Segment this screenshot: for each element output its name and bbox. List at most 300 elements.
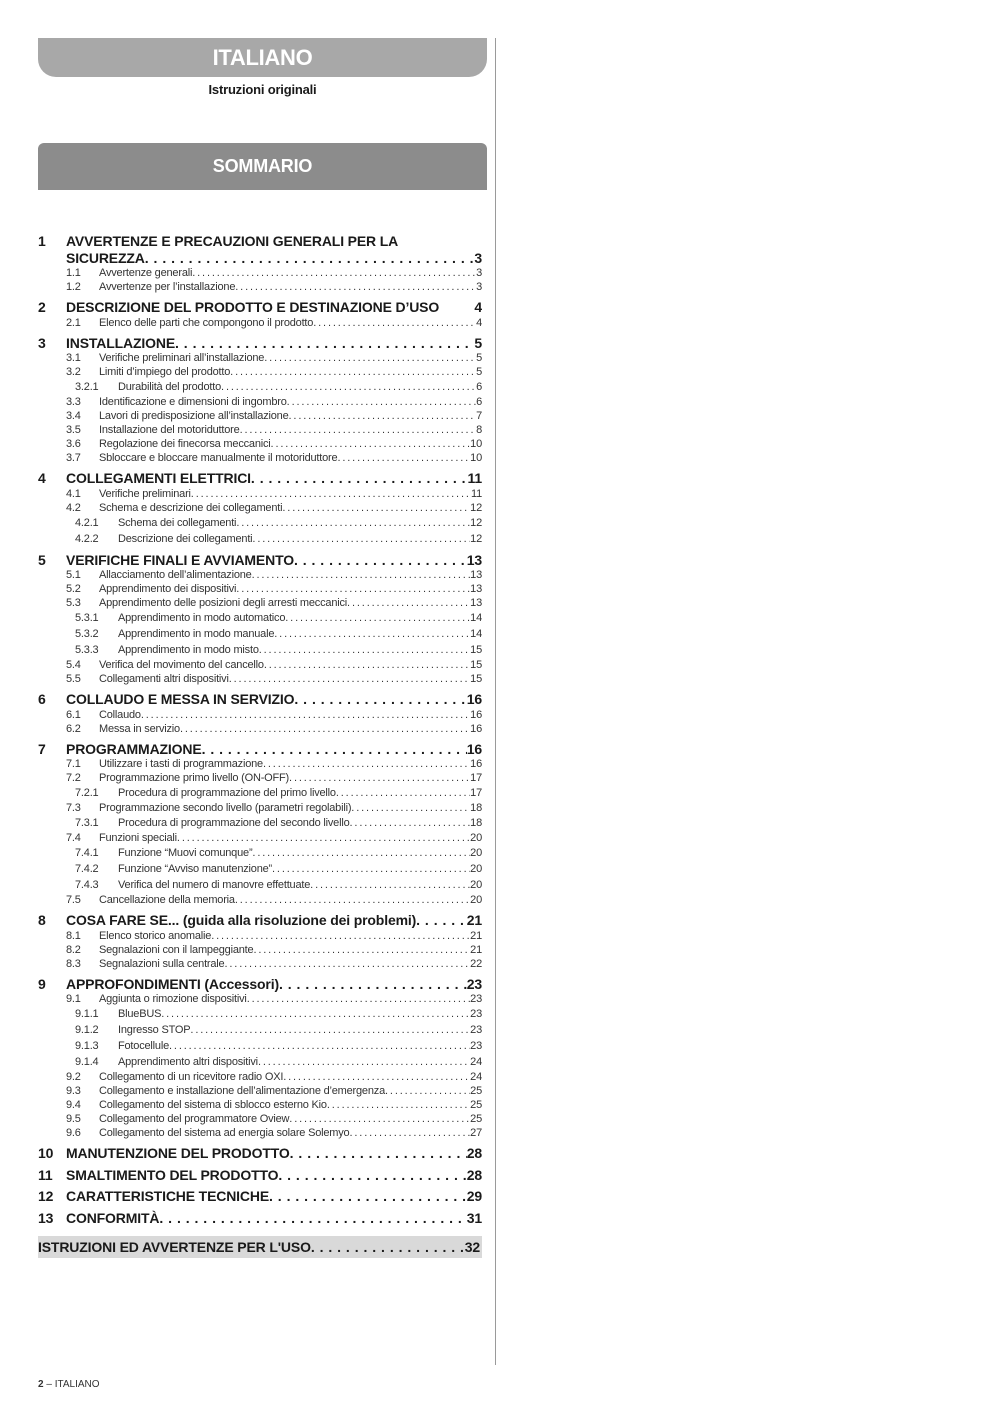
toc-section: [38, 741, 482, 908]
toc-subitem-number: 9.1: [66, 993, 81, 1005]
toc-subitem-body: [99, 1126, 482, 1140]
toc-usage-row[interactable]: [38, 1236, 482, 1258]
toc-subitem-body: [99, 423, 482, 437]
toc-entry-title: Verifica del numero di manovre effettuate: [118, 879, 311, 891]
toc-section-body: [66, 1210, 482, 1227]
toc-entry-title: Limiti d’impiego del prodotto: [99, 366, 231, 378]
toc-subitem[interactable]: [66, 929, 482, 943]
toc-entry-line: [118, 531, 482, 547]
toc-leader: [311, 1239, 465, 1255]
toc-subitem-body: [118, 610, 482, 626]
toc-subitem-number: 7.4: [66, 832, 81, 844]
toc-entry-line: [99, 658, 482, 672]
toc-section-body: [66, 741, 482, 758]
toc-leader: [289, 409, 477, 423]
toc-entry-line: [66, 335, 482, 352]
toc-subitem-number: 5.2: [66, 583, 81, 595]
toc-entry-line: [99, 722, 482, 736]
toc-entry-line: [99, 280, 482, 294]
toc-subitem-body: [118, 1022, 482, 1038]
toc-subitem[interactable]: [66, 1084, 482, 1098]
toc-leader: [177, 831, 470, 845]
toc-entry-page: 17: [470, 772, 482, 784]
toc-entry-page: 13: [470, 597, 482, 609]
toc-leader: [252, 568, 471, 582]
toc-subitem[interactable]: [66, 316, 482, 330]
toc-section-number: 3: [38, 334, 46, 351]
toc-subitem[interactable]: [66, 757, 482, 771]
toc-entry-page: 6: [476, 396, 482, 408]
toc-subitem[interactable]: [75, 785, 482, 801]
toc-subitem-number: 9.1.1: [75, 1008, 99, 1020]
toc-entry-line: [99, 1126, 482, 1140]
toc-section-body: [66, 1167, 482, 1184]
toc-subitem-body: [99, 801, 482, 815]
toc-subitem-body: [99, 409, 482, 423]
toc-subitem-number: 9.5: [66, 1113, 81, 1125]
toc-leader: [235, 280, 476, 294]
toc-entry-page: 20: [470, 847, 482, 859]
toc-section: [38, 552, 482, 687]
toc-entry-page: 24: [470, 1071, 482, 1083]
toc-subitem-body: [99, 351, 482, 365]
toc-entry-title: Cancellazione della memoria: [99, 894, 235, 906]
toc-subitem-number: 6.2: [66, 722, 81, 735]
toc-entry-line: [99, 487, 482, 501]
toc-leader: [349, 1126, 470, 1140]
toc-entry-page: 16: [470, 708, 482, 721]
toc-entry-page: 10: [470, 438, 482, 450]
toc-entry-line: [99, 957, 482, 971]
toc-entry-page: 17: [470, 787, 482, 799]
toc-entry-line: [66, 470, 482, 487]
toc-section-heading[interactable]: [38, 299, 482, 316]
toc-subitem[interactable]: [66, 568, 482, 582]
toc-subitem[interactable]: [75, 1006, 482, 1022]
toc-entry-line: [99, 437, 482, 451]
toc-leader: [263, 757, 470, 771]
toc-subitem[interactable]: [66, 596, 482, 610]
toc-subitem-body: [118, 1038, 482, 1054]
toc-subitem-number: 3.7: [66, 452, 81, 464]
toc-leader: [247, 992, 470, 1006]
toc-leader: [385, 1084, 470, 1098]
toc-subitem[interactable]: [66, 266, 482, 280]
toc-entry-line: [118, 1006, 482, 1022]
toc-entry-page: 3: [476, 267, 482, 279]
toc-subitem-number: 7.5: [66, 894, 81, 906]
toc-entry-line: [99, 351, 482, 365]
toc-leader: [240, 423, 477, 437]
toc-section: [38, 1188, 482, 1205]
toc-section-body: [66, 335, 482, 352]
toc-leader: [221, 379, 476, 395]
toc-subitem-body: [99, 943, 482, 957]
toc-entry-title: Collegamento del sistema di sblocco esterno Kio: [99, 1099, 327, 1111]
toc-subitem-body: [99, 395, 482, 409]
toc-entry-page: 20: [470, 863, 482, 875]
toc-entry-title: Schema e descrizione dei collegamenti: [99, 501, 283, 514]
toc-entry-title: Sbloccare e bloccare manualmente il motoriduttore: [99, 452, 338, 464]
toc-leader: [141, 708, 470, 722]
toc-entry-page: 23: [470, 993, 482, 1005]
toc-subitem[interactable]: [66, 943, 482, 957]
toc-subitem[interactable]: [66, 1070, 482, 1084]
toc-leader: [252, 531, 470, 547]
toc-leader: [287, 395, 476, 409]
toc-section-heading[interactable]: [38, 233, 482, 266]
toc-entry-line: [99, 893, 482, 907]
toc-subitem-number: 7.3.1: [75, 817, 99, 829]
toc-section-number: 1: [38, 233, 46, 249]
toc-entry-line: [99, 771, 482, 785]
toc-entry-title: Apprendimento in modo manuale: [118, 628, 275, 640]
toc-subitem-number: 7.1: [66, 758, 81, 770]
toc-subitem[interactable]: [66, 451, 482, 465]
toc-subitem[interactable]: [75, 861, 482, 877]
toc-section-heading[interactable]: [38, 1210, 482, 1227]
toc-entry-page: 13: [466, 551, 482, 568]
toc-section: [38, 335, 482, 466]
toc-subitem-body: [118, 642, 482, 658]
toc-section-heading[interactable]: [38, 741, 482, 758]
toc-entry-page: 12: [470, 532, 482, 545]
subtitle: Istruzioni originali: [208, 82, 317, 97]
toc-section-heading[interactable]: [38, 691, 482, 708]
toc-entry-title: Fotocellule: [118, 1040, 169, 1052]
toc-section-heading[interactable]: [38, 912, 482, 929]
toc-subitem[interactable]: [66, 423, 482, 437]
footer-language: ITALIANO: [54, 1379, 100, 1390]
toc-leader: [251, 470, 468, 487]
toc-subitem-body: [99, 708, 482, 722]
toc-entry-line: [99, 501, 482, 515]
toc-subitem[interactable]: [75, 379, 482, 395]
toc-entry-page: 12: [470, 516, 482, 529]
toc-leader: [180, 722, 470, 736]
toc-entry-line: [99, 409, 482, 423]
toc-leader: [229, 672, 470, 686]
toc-subitem-body: [99, 266, 482, 280]
toc-section-heading[interactable]: [38, 470, 482, 487]
toc-entry-title: APPROFONDIMENTI (Accessori): [66, 975, 279, 992]
toc-section: [38, 976, 482, 1141]
column-divider: [495, 38, 496, 1365]
toc-subitem-number: 7.2: [66, 772, 81, 784]
toc-leader: [202, 741, 467, 758]
toc-subitem[interactable]: [66, 722, 482, 736]
toc-subitem-body: [99, 501, 482, 515]
toc-entry-line: [66, 691, 482, 708]
toc-entry-title: Apprendimento in modo misto: [118, 644, 259, 656]
toc-entry-title: Utilizzare i tasti di programmazione: [99, 758, 263, 770]
toc-entry-title: SICUREZZA: [66, 249, 145, 266]
toc-entry-line: [118, 1022, 482, 1038]
toc-subitem-body: [118, 515, 482, 531]
toc-subitem[interactable]: [66, 957, 482, 971]
toc-subitem-number: 4.1: [66, 487, 81, 500]
toc-leader: [264, 658, 470, 672]
toc-entry-line: [99, 831, 482, 845]
toc-entry-title: Apprendimento altri dispositivi: [118, 1056, 258, 1068]
toc-entry-title: Procedura di programmazione del primo livello: [118, 787, 336, 799]
toc-subitem[interactable]: [66, 1112, 482, 1126]
toc-subitem[interactable]: [66, 365, 482, 379]
toc-entry-title: Collegamento e installazione dell’alimentazione d’emergenza: [99, 1085, 385, 1097]
toc-entry-title: Descrizione dei collegamenti: [118, 532, 253, 545]
toc-leader: [294, 552, 467, 569]
toc-entry-line: [118, 626, 482, 642]
toc-entry-title: Avvertenze per l’installazione: [99, 281, 236, 293]
toc-leader: [259, 642, 470, 658]
toc-entry-page: 20: [470, 879, 482, 891]
toc-section-body: [66, 233, 482, 266]
toc-subitem-body: [99, 1112, 482, 1126]
toc-entry-title: Segnalazioni con il lampeggiante: [99, 943, 254, 956]
toc-subitem-number: 3.4: [66, 410, 81, 422]
toc-subitem[interactable]: [66, 1098, 482, 1112]
toc-subitem-number: 7.4.3: [75, 879, 99, 891]
toc-entry-line: [66, 1210, 482, 1227]
toc-section-number: 13: [38, 1209, 54, 1226]
toc-section-heading[interactable]: [38, 1167, 482, 1184]
toc-section-heading[interactable]: [38, 1188, 482, 1205]
toc-section-number: 4: [38, 470, 46, 486]
toc-subitem-number: 9.2: [66, 1071, 81, 1083]
toc-subitem-body: [99, 451, 482, 465]
toc-entry-line: [99, 708, 482, 722]
toc-subitem-body: [118, 845, 482, 861]
toc-entry-line: [99, 672, 482, 686]
toc-subitem[interactable]: [75, 877, 482, 893]
toc-entry-title: Verifiche preliminari: [99, 487, 191, 500]
toc-entry-page: 16: [470, 722, 482, 735]
toc-entry-title: Collegamenti altri dispositivi: [99, 673, 229, 685]
toc-entry-page: 25: [470, 1099, 482, 1111]
toc-subitem-number: 5.5: [66, 673, 81, 685]
toc-leader: [236, 515, 470, 531]
toc-entry-page: 16: [470, 758, 482, 770]
toc-entry-title: Installazione del motoriduttore: [99, 424, 240, 436]
toc-subitem[interactable]: [66, 708, 482, 722]
toc-leader: [252, 845, 470, 861]
toc-subitem[interactable]: [66, 437, 482, 451]
toc-section-body: [66, 912, 482, 929]
toc-subitem-body: [118, 785, 482, 801]
toc-subitem-body: [118, 379, 482, 395]
toc-leader: [175, 335, 474, 352]
toc-subitem[interactable]: [75, 845, 482, 861]
toc-subitem[interactable]: [66, 1126, 482, 1140]
toc-subitem[interactable]: [66, 582, 482, 596]
toc-subitem-number: 1.2: [66, 281, 81, 293]
toc-subitem[interactable]: [75, 515, 482, 531]
toc-subitem[interactable]: [66, 893, 482, 907]
toc-leader: [282, 501, 470, 515]
toc-subitem[interactable]: [66, 801, 482, 815]
toc-entry-page: 23: [470, 1040, 482, 1052]
toc-section-body: [66, 299, 482, 316]
toc-subitem-number: 4.2.2: [75, 532, 99, 545]
toc-entry-title: Schema dei collegamenti: [118, 516, 237, 529]
toc-subitem-body: [118, 1054, 482, 1070]
toc-subitem-body: [118, 877, 482, 893]
toc-section-number: 12: [38, 1188, 54, 1204]
toc-entry-page: 14: [470, 628, 482, 640]
toc-leader: [211, 929, 470, 943]
toc-entry-line: [99, 395, 482, 409]
toc-subitem-number: 7.4.2: [75, 863, 99, 875]
toc-subitem[interactable]: [66, 658, 482, 672]
toc-leader: [190, 1022, 470, 1038]
toc-entry-line: [66, 741, 482, 758]
toc-subitem[interactable]: [66, 409, 482, 423]
toc-section-number: 7: [38, 740, 46, 757]
toc-subitem-number: 3.5: [66, 424, 81, 436]
toc-entry-title: SMALTIMENTO DEL PRODOTTO: [66, 1166, 279, 1183]
toc-subitem[interactable]: [75, 1022, 482, 1038]
toc-entry-page: 7: [476, 410, 482, 422]
toc-section-heading[interactable]: [38, 335, 482, 352]
footer-separator: –: [43, 1379, 55, 1390]
toc-subitem-number: 4.2: [66, 501, 81, 514]
toc-subitem[interactable]: [66, 395, 482, 409]
toc-entry-page: 20: [470, 894, 482, 906]
toc-entry-page: 4: [474, 299, 482, 315]
toc-subitem-number: 9.4: [66, 1099, 81, 1111]
toc-entry-title: Funzione “Avviso manutenzione”: [118, 863, 272, 875]
toc-subitem[interactable]: [66, 501, 482, 515]
toc-leader: [271, 437, 471, 451]
toc-subitem[interactable]: [75, 531, 482, 547]
toc-entry-title: Programmazione primo livello (ON-OFF): [99, 772, 290, 784]
toc-entry-title: Programmazione secondo livello (parametri regolabili): [99, 802, 352, 814]
toc-entry-title: Funzione “Muovi comunque”: [118, 847, 253, 859]
toc-subitem-body: [99, 893, 482, 907]
toc-entry-line: [99, 582, 482, 596]
toc-subitem[interactable]: [75, 610, 482, 626]
toc-subitem-body: [99, 992, 482, 1006]
toc-usage-title: ISTRUZIONI ED AVVERTENZE PER L'USO: [38, 1239, 311, 1255]
toc-entry-line: [66, 976, 482, 993]
toc-entry-line: [99, 992, 482, 1006]
toc-entry-page: 11: [467, 470, 482, 486]
toc-section-heading[interactable]: [38, 1145, 482, 1162]
toc-subitem-number: 5.3.2: [75, 628, 99, 640]
toc-entry-line: [66, 1188, 482, 1205]
toc-subitem-body: [99, 437, 482, 451]
toc-subitem-number: 7.4.1: [75, 847, 99, 859]
toc-section: [38, 691, 482, 736]
toc-entry-title: Allacciamento dell’alimentazione: [99, 569, 252, 581]
toc-subitem[interactable]: [75, 815, 482, 831]
toc-entry-line: [99, 1084, 482, 1098]
toc-entry-page: 31: [466, 1209, 482, 1226]
toc-entry-page: 3: [476, 281, 482, 293]
toc-entry-title: Lavori di predisposizione all’installazione: [99, 410, 289, 422]
toc-leader: [159, 1210, 466, 1227]
toc-entry-page: 10: [470, 452, 482, 464]
toc-entry-page: 13: [470, 569, 482, 581]
toc-entry-line: [99, 929, 482, 943]
toc-section-heading[interactable]: [38, 976, 482, 993]
toc-section-number: 2: [38, 299, 46, 315]
toc-entry-page: 5: [476, 352, 482, 364]
toc-entry-page: 18: [470, 802, 482, 814]
toc-subitem-number: 9.1.3: [75, 1040, 99, 1052]
toc-subitem[interactable]: [75, 1038, 482, 1054]
toc-subitem[interactable]: [66, 487, 482, 501]
toc-leader: [285, 610, 470, 626]
toc-section-body: [66, 691, 482, 708]
toc-leader: [272, 861, 470, 877]
toc-entry-title: Verifica del movimento del cancello: [99, 659, 264, 671]
toc-section-number: 5: [38, 551, 46, 568]
toc-subitem[interactable]: [66, 672, 482, 686]
toc-leader: [230, 365, 476, 379]
toc-entry-page: 5: [476, 366, 482, 378]
toc-entry-title: Messa in servizio: [99, 722, 180, 735]
toc-entry-page: 5: [474, 334, 482, 351]
toc-section: [38, 233, 482, 294]
toc-section-heading[interactable]: [38, 552, 482, 569]
toc-subitem-body: [118, 861, 482, 877]
toc-subitem-number: 7.3: [66, 802, 81, 814]
toc-subitem[interactable]: [66, 280, 482, 294]
toc-entry-title: Apprendimento delle posizioni degli arresti meccanici: [99, 597, 348, 609]
toc-entry-page: 8: [476, 424, 482, 436]
toc-subitem-number: 9.1.2: [75, 1024, 99, 1036]
toc-subitem[interactable]: [66, 831, 482, 845]
toc-section-body: [66, 1145, 482, 1162]
toc-subitem-number: 6.1: [66, 708, 81, 721]
toc-subitem[interactable]: [66, 771, 482, 785]
toc-leader: [351, 801, 470, 815]
toc-entry-page: 21: [470, 929, 482, 942]
toc-entry-title: Apprendimento in modo automatico: [118, 612, 286, 624]
toc-subitem-number: 8.2: [66, 943, 81, 956]
toc-section-body: [66, 470, 482, 487]
toc-subitem-body: [99, 1070, 482, 1084]
toc-subitem-body: [99, 582, 482, 596]
toc-leader: [279, 976, 467, 993]
toc-leader: [253, 943, 470, 957]
toc-subitem-body: [99, 658, 482, 672]
toc-subitem[interactable]: [66, 351, 482, 365]
toc-leader: [235, 893, 470, 907]
toc-section: [38, 470, 482, 547]
toc-subitem[interactable]: [66, 992, 482, 1006]
toc-leader: [347, 596, 470, 610]
toc-entry-line: [118, 642, 482, 658]
toc-entry-title: Avvertenze generali: [99, 267, 193, 279]
toc-list: [38, 233, 482, 1226]
toc-subitem-number: 2.1: [66, 316, 81, 329]
toc-entry-page: 28: [466, 1166, 482, 1183]
toc-entry-page: 13: [470, 583, 482, 595]
toc-subitem-number: 3.2: [66, 366, 81, 378]
toc-subitem-number: 5.3.1: [75, 612, 99, 624]
toc-subitem[interactable]: [75, 642, 482, 658]
toc-subitem[interactable]: [75, 626, 482, 642]
toc-subitem-body: [99, 487, 482, 501]
toc-entry-page: 22: [470, 957, 482, 970]
toc-entry-line: [118, 1054, 482, 1070]
toc-subitem[interactable]: [75, 1054, 482, 1070]
toc-entry-title: Collegamento del sistema ad energia solare Solemyo: [99, 1127, 350, 1139]
toc-subitem-body: [99, 1084, 482, 1098]
toc-leader: [313, 316, 476, 330]
